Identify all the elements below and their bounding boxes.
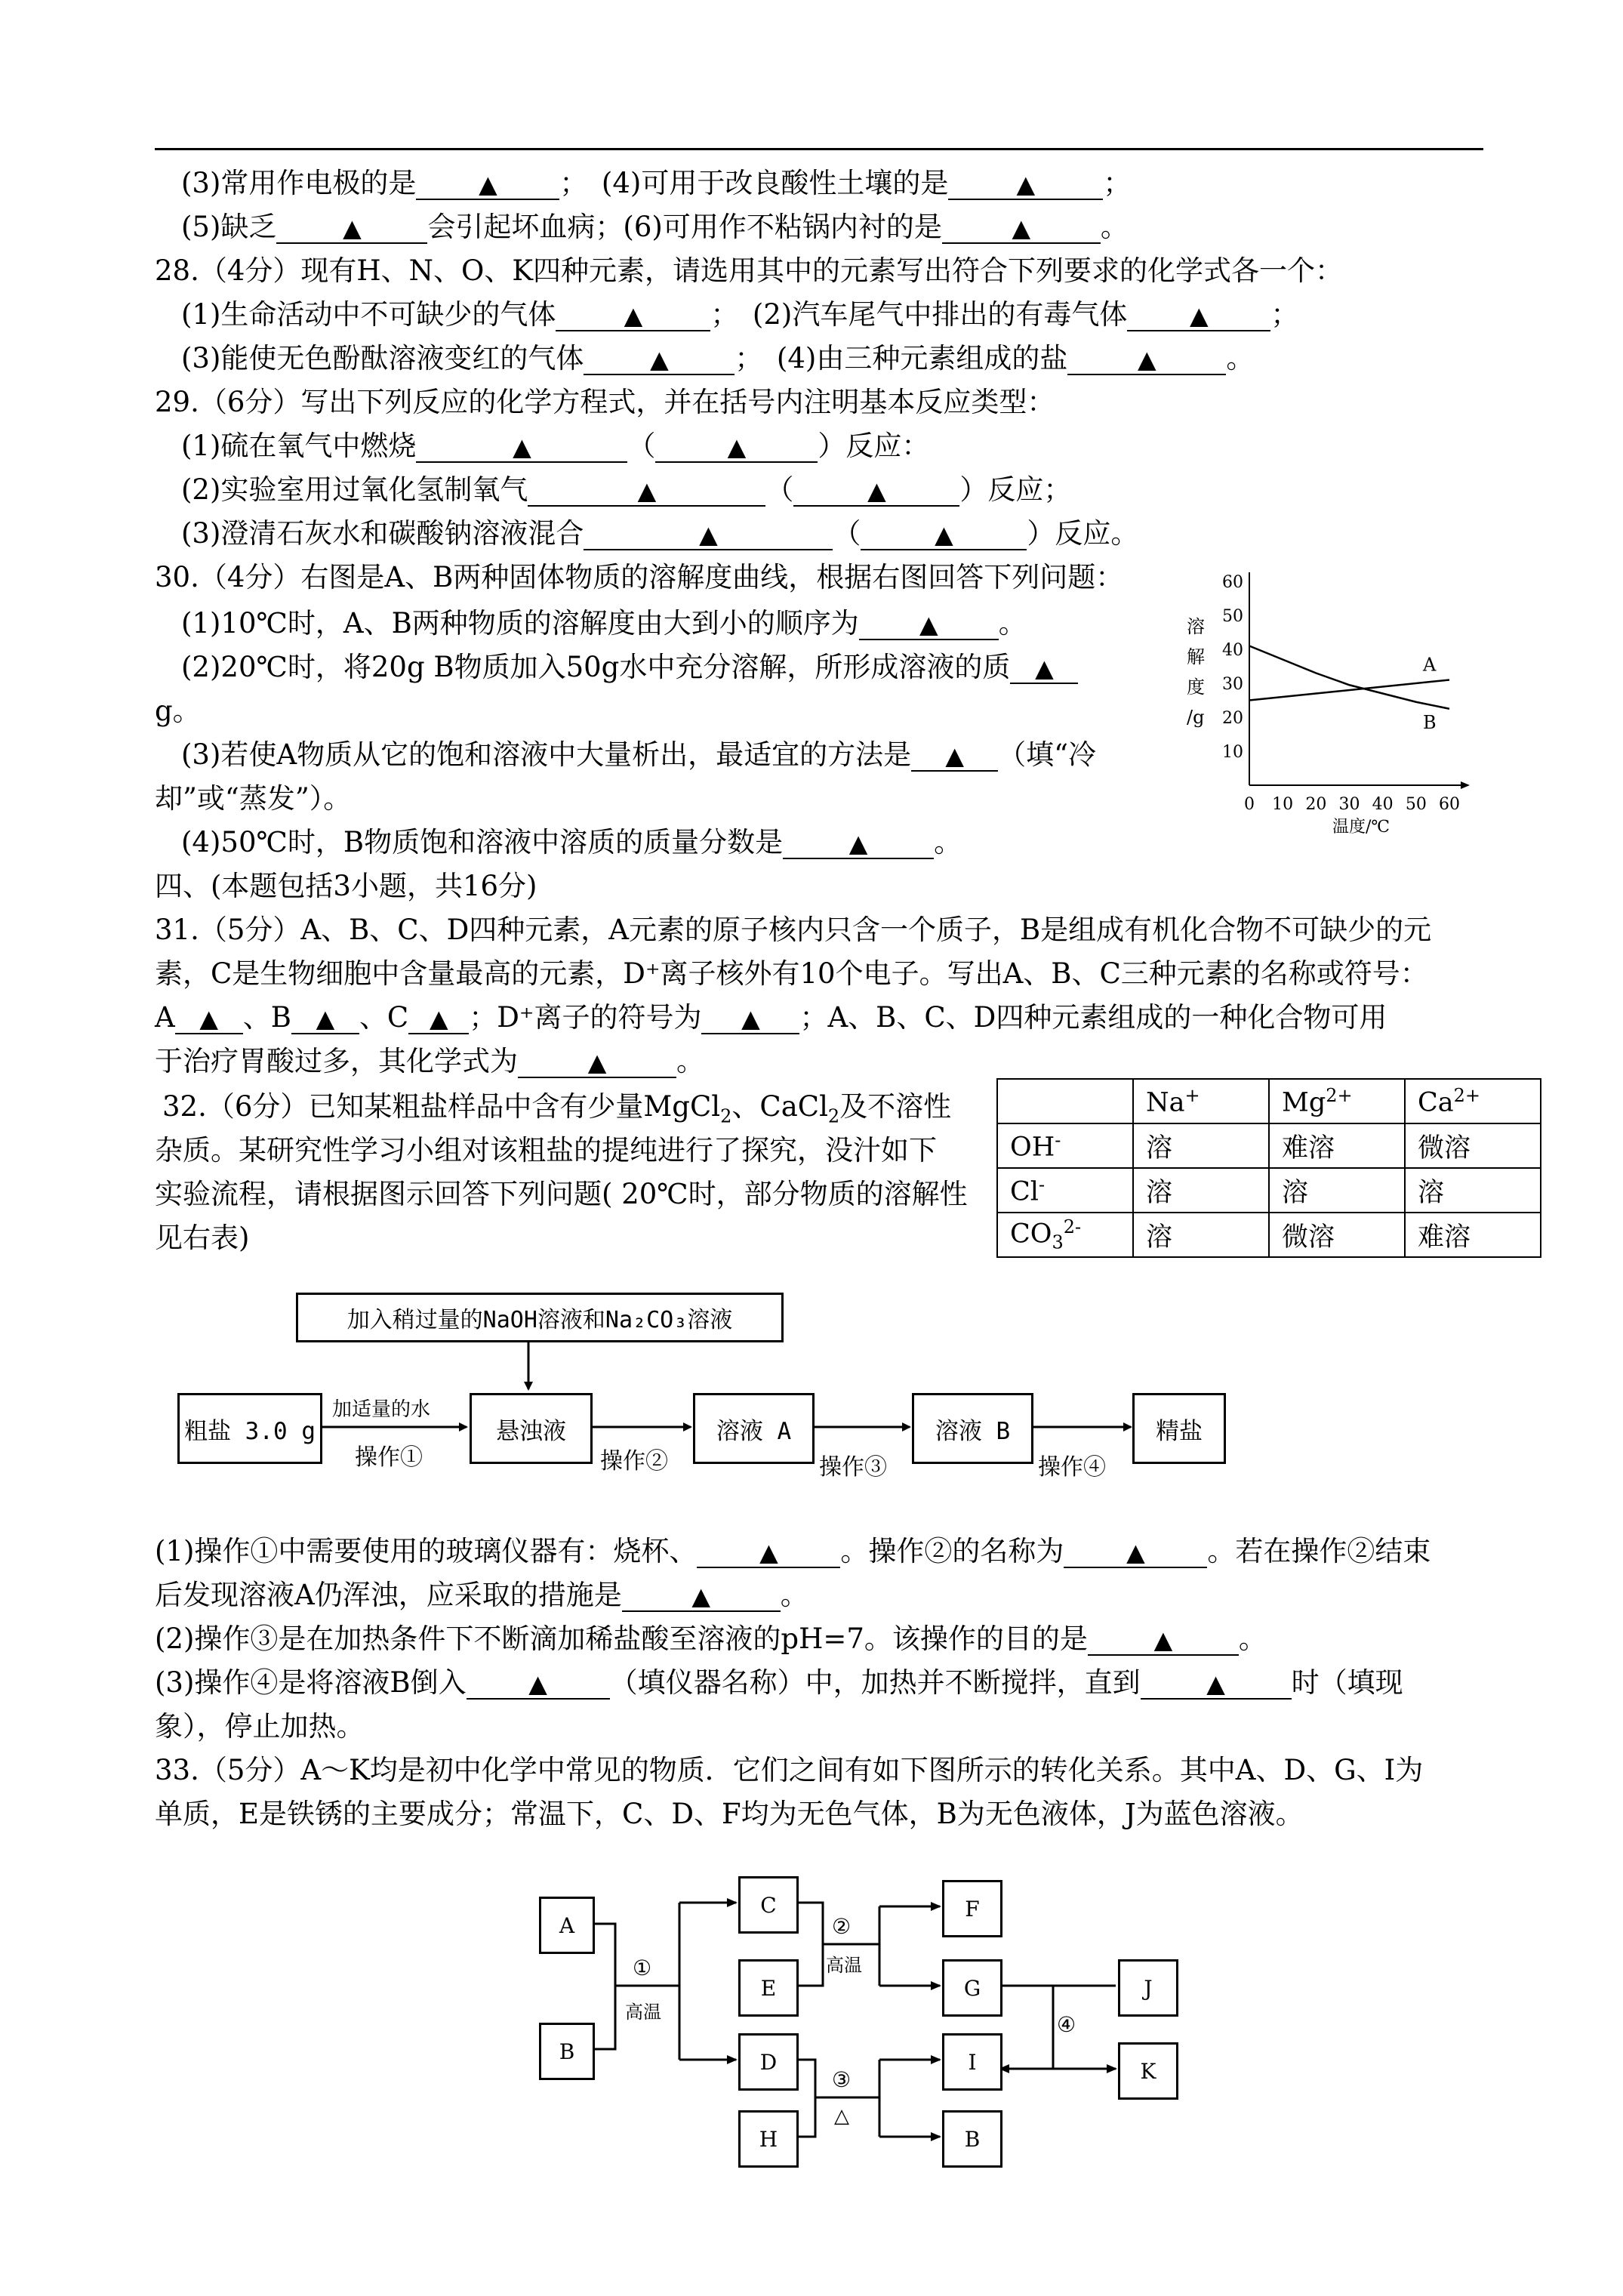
table-header-cell: Na+ bbox=[1133, 1079, 1269, 1123]
table-cell: 微溶 bbox=[1269, 1213, 1405, 1257]
series-label-a: A bbox=[1423, 654, 1437, 676]
q32-line-2: 杂质。某研究性学习小组对该粗盐的提纯进行了探究，没汁如下 bbox=[155, 1134, 937, 1166]
q30-line-1: (1)10℃时，A、B两种物质的溶解度由大到小的顺序为▲ 。 bbox=[181, 609, 1027, 640]
arrow-4-bottom-label: 操作④ bbox=[1038, 1454, 1106, 1481]
y-tick-label: 50 bbox=[1222, 607, 1243, 626]
y-axis-label-char: 度 bbox=[1187, 676, 1205, 698]
table-cell: 溶 bbox=[1133, 1213, 1269, 1257]
reagent-box: 加入稍过量的NaOH溶液和Na₂CO₃溶液 bbox=[296, 1293, 784, 1342]
reaction-3-label: ③ bbox=[832, 2067, 852, 2092]
q32-sub-2: (2)操作③是在加热条件下不断滴加稀盐酸至溶液的pH=7。该操作的目的是▲ 。 bbox=[155, 1625, 1267, 1656]
y-axis-label-char: 溶 bbox=[1187, 616, 1205, 637]
reaction-2-label: ② bbox=[832, 1914, 852, 1939]
q29-line-1: (1)硫在氧气中燃烧▲ （▲ ）反应： bbox=[181, 432, 929, 463]
x-axis-label: 温度/℃ bbox=[1332, 818, 1390, 837]
q29-title: 29.（6分）写出下列反应的化学方程式，并在括号内注明基本反应类型： bbox=[155, 386, 1055, 418]
node-d: D bbox=[738, 2033, 799, 2091]
q27-line-3-4: (3)常用作电极的是▲ ； (4)可用于改良酸性土壤的是▲ ； bbox=[181, 169, 1131, 200]
node-b-reactant: B bbox=[539, 2023, 595, 2080]
suspension-box: 悬浊液 bbox=[470, 1393, 593, 1464]
reaction-3-condition: △ bbox=[834, 2105, 849, 2128]
q28-line-2: (3)能使无色酚酞溶液变红的气体▲ ； (4)由三种元素组成的盐▲ 。 bbox=[181, 344, 1254, 375]
q29-line-2: (2)实验室用过氧化氢制氧气▲ （▲ ）反应； bbox=[181, 476, 1071, 507]
reaction-4-label: ④ bbox=[1057, 2012, 1076, 2037]
node-k: K bbox=[1118, 2042, 1178, 2100]
node-b-product: B bbox=[942, 2110, 1002, 2168]
reaction-1-label: ① bbox=[633, 1955, 652, 1980]
q30-title: 30.（4分）右图是A、B两种固体物质的溶解度曲线，根据右图回答下列问题： bbox=[155, 561, 1124, 593]
table-row-header: OH- bbox=[997, 1123, 1133, 1168]
q28-title: 28.（4分）现有H、N、O、K四种元素，请选用其中的元素写出符合下列要求的化学式各一个： bbox=[155, 254, 1343, 287]
node-h: H bbox=[738, 2110, 799, 2168]
y-axis-label-char: 解 bbox=[1187, 646, 1205, 667]
q32-sub-1-line-1: (1)操作①中需要使用的玻璃仪器有：烧杯、▲ 。操作②的名称为▲ 。若在操作②结束 bbox=[155, 1537, 1431, 1568]
q31-line-2: 素，C是生物细胞中含量最高的元素，D⁺离子核外有10个电子。写出A、B、C三种元素的名称或符号： bbox=[155, 957, 1428, 990]
table-cell: 难溶 bbox=[1269, 1123, 1405, 1168]
node-c: C bbox=[738, 1876, 799, 1934]
table-header-cell: $Ca^{2+}$ bbox=[1405, 1079, 1541, 1123]
solution-a-box: 溶液 A bbox=[693, 1393, 815, 1464]
table-cell: 溶 bbox=[1405, 1168, 1541, 1213]
refined-salt-box: 精盐 bbox=[1132, 1393, 1226, 1464]
reaction-2-condition: 高温 bbox=[826, 1955, 862, 1976]
q30-line-5: 却”或“蒸发”）。 bbox=[155, 782, 352, 815]
y-tick-label: 60 bbox=[1222, 573, 1243, 592]
node-g: G bbox=[942, 1959, 1002, 2017]
node-i: I bbox=[942, 2033, 1002, 2091]
table-header-cell: $Mg^{2+}$ bbox=[1269, 1079, 1405, 1123]
series-label-b: B bbox=[1423, 711, 1437, 733]
table-cell: 溶 bbox=[1133, 1168, 1269, 1213]
section-4-heading: 四、(本题包括3小题，共16分) bbox=[155, 870, 537, 902]
x-tick-label: 10 bbox=[1272, 795, 1294, 814]
x-tick-label: 40 bbox=[1372, 795, 1394, 814]
node-e: E bbox=[738, 1959, 799, 2017]
q27-line-5-6: (5)缺乏▲ 会引起坏血病；(6)可用作不粘锅内衬的是▲ 。 bbox=[181, 213, 1129, 244]
x-tick-label: 20 bbox=[1305, 795, 1327, 814]
table-row-header: Cl- bbox=[997, 1168, 1133, 1213]
q32-line-3: 实验流程，请根据图示回答下列问题( 20℃时，部分物质的溶解性 bbox=[155, 1178, 968, 1210]
q28-line-1: (1)生命活动中不可缺少的气体▲ ； (2)汽车尾气中排出的有毒气体▲ ； bbox=[181, 300, 1298, 331]
q30-line-4: (3)若使A物质从它的饱和溶液中大量析出，最适宜的方法是▲ （填“冷 bbox=[181, 741, 1096, 772]
q30-line-6: (4)50℃时，B物质饱和溶液中溶质的质量分数是▲ 。 bbox=[181, 828, 962, 859]
x-tick-label: 30 bbox=[1338, 795, 1360, 814]
node-j: J bbox=[1118, 1959, 1178, 2017]
arrow-3-bottom-label: 操作③ bbox=[819, 1454, 887, 1481]
table-cell: 难溶 bbox=[1405, 1213, 1541, 1257]
crude-salt-box: 粗盐 3.0 g bbox=[177, 1393, 322, 1464]
q32-sub-3-line-2: 象），停止加热。 bbox=[155, 1710, 365, 1743]
x-tick-label: 0 bbox=[1244, 795, 1255, 814]
arrow-1-bottom-label: 操作① bbox=[355, 1444, 423, 1471]
table-cell: 微溶 bbox=[1405, 1123, 1541, 1168]
solution-b-box: 溶液 B bbox=[912, 1393, 1033, 1464]
q33-line-2: 单质，E是铁锈的主要成分；常温下，C、D、F均为无色气体，B为无色液体，J为蓝色溶液。 bbox=[155, 1798, 1304, 1830]
q30-line-2: (2)20℃时，将20g B物质加入50g水中充分溶解，所形成溶液的质▲ bbox=[181, 653, 1078, 684]
y-tick-label: 30 bbox=[1222, 675, 1243, 694]
q32-line-1: 32.（6分）已知某粗盐样品中含有少量MgCl$_2$、CaCl$_2$及不溶性 bbox=[162, 1090, 952, 1127]
q32-line-4: 见右表) bbox=[155, 1222, 250, 1254]
x-tick-label: 60 bbox=[1439, 795, 1460, 814]
q33-line-1: 33.（5分）A～K均是初中化学中常见的物质．它们之间有如下图所示的转化关系。其中A、D、G、I为 bbox=[155, 1754, 1424, 1786]
q30-line-3: g。 bbox=[155, 695, 201, 727]
table-cell: 溶 bbox=[1133, 1123, 1269, 1168]
q31-line-4: 于治疗胃酸过多，其化学式为▲ 。 bbox=[155, 1047, 704, 1078]
y-tick-label: 40 bbox=[1222, 641, 1243, 660]
node-a: A bbox=[539, 1897, 595, 1954]
arrow-1-top-label: 加适量的水 bbox=[332, 1398, 431, 1421]
arrow-2-bottom-label: 操作② bbox=[600, 1448, 668, 1475]
q31-line-3: A▲ 、B▲ 、C▲ ；D⁺离子的符号为▲ ；A、B、C、D四种元素组成的一种化合物可用 bbox=[155, 1003, 1387, 1034]
q32-sub-1-line-2: 后发现溶液A仍浑浊，应采取的措施是▲ 。 bbox=[155, 1581, 808, 1612]
y-axis-label-char: /g bbox=[1187, 707, 1205, 728]
x-tick-label: 50 bbox=[1405, 795, 1427, 814]
node-f: F bbox=[942, 1880, 1002, 1937]
reaction-1-condition: 高温 bbox=[625, 2002, 661, 2023]
y-tick-label: 10 bbox=[1222, 743, 1243, 762]
y-tick-label: 20 bbox=[1222, 709, 1243, 728]
q32-sub-3-line-1: (3)操作④是将溶液B倒入▲ （填仪器名称）中，加热并不断搅拌，直到▲ 时（填现 bbox=[155, 1669, 1403, 1700]
q31-line-1: 31.（5分）A、B、C、D四种元素，A元素的原子核内只含一个质子，B是组成有机化合物不可缺少的元 bbox=[155, 914, 1432, 946]
table-row-header: $CO_3^{2-}$ bbox=[997, 1213, 1133, 1257]
table-cell: 溶 bbox=[1269, 1168, 1405, 1213]
q29-line-3: (3)澄清石灰水和碳酸钠溶液混合▲ （▲ ）反应。 bbox=[181, 519, 1138, 550]
